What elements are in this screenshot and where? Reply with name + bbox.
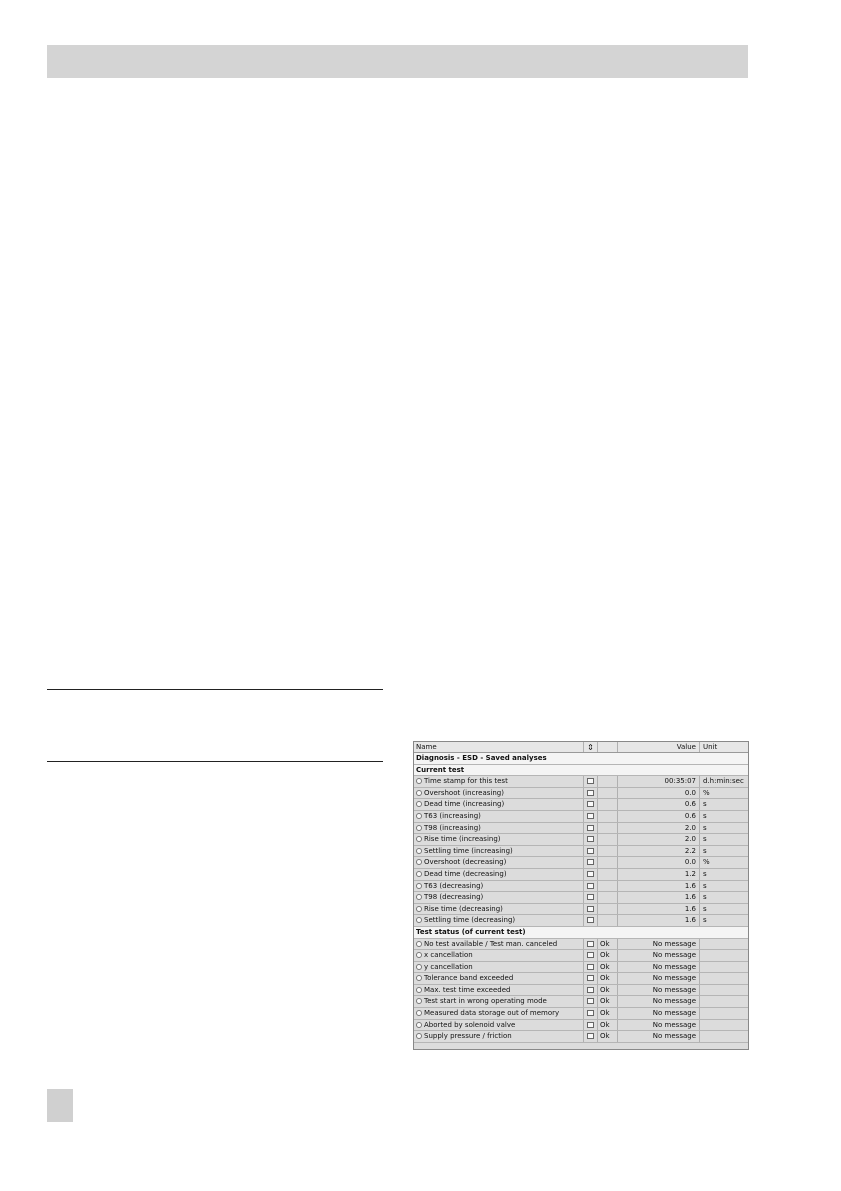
row-name-cell	[414, 939, 584, 950]
parameter-icon	[416, 998, 422, 1004]
row-value: No message	[618, 1020, 700, 1031]
row-unit: s	[703, 904, 707, 913]
row-flag-cell[interactable]	[584, 985, 598, 996]
row-status	[598, 811, 618, 822]
table-row[interactable]	[414, 857, 748, 869]
parameter-icon	[416, 883, 422, 889]
row-unit: s	[703, 846, 707, 855]
row-value: No message	[618, 973, 700, 984]
divider-bottom	[47, 761, 383, 762]
row-unit: s	[703, 893, 707, 902]
table-row[interactable]	[414, 869, 748, 881]
row-name: Aborted by solenoid valve	[424, 1020, 516, 1029]
row-status: Ok	[598, 950, 618, 961]
table-row[interactable]	[414, 1020, 748, 1032]
row-name-cell	[414, 904, 584, 915]
row-status: Ok	[598, 973, 618, 984]
row-flag-cell[interactable]	[584, 834, 598, 845]
checkbox-icon[interactable]	[587, 813, 594, 819]
row-flag-cell[interactable]	[584, 776, 598, 787]
column-header-value[interactable]: Value	[618, 742, 700, 752]
row-name: Time stamp for this test	[424, 777, 508, 786]
parameter-icon	[416, 836, 422, 842]
table-row[interactable]	[414, 1031, 748, 1043]
row-unit	[700, 1008, 748, 1019]
row-flag-cell[interactable]	[584, 1008, 598, 1019]
row-status: Ok	[598, 985, 618, 996]
parameter-icon	[416, 964, 422, 970]
parameter-icon	[416, 848, 422, 854]
parameter-icon	[416, 941, 422, 947]
row-flag-cell[interactable]	[584, 799, 598, 810]
row-name: T63 (decreasing)	[424, 881, 484, 890]
checkbox-icon[interactable]	[587, 790, 594, 796]
row-flag-cell[interactable]	[584, 962, 598, 973]
row-unit: s	[703, 800, 707, 809]
row-value: 0.0	[618, 857, 700, 868]
checkbox-icon[interactable]	[587, 941, 594, 947]
row-value: 1.6	[618, 892, 700, 903]
checkbox-icon[interactable]	[587, 964, 594, 970]
table-row[interactable]	[414, 834, 748, 846]
parameter-icon	[416, 917, 422, 923]
checkbox-icon[interactable]	[587, 987, 594, 993]
row-name: Overshoot (increasing)	[424, 788, 504, 797]
table-row[interactable]	[414, 799, 748, 811]
section-test-status: Test status (of current test)	[414, 927, 748, 939]
parameter-icon	[416, 952, 422, 958]
row-name-cell	[414, 799, 584, 810]
parameter-icon	[416, 871, 422, 877]
row-status	[598, 846, 618, 857]
checkbox-icon[interactable]	[587, 859, 594, 865]
row-flag-cell[interactable]	[584, 950, 598, 961]
row-status	[598, 904, 618, 915]
checkbox-icon[interactable]	[587, 1022, 594, 1028]
row-status: Ok	[598, 1008, 618, 1019]
row-flag-cell[interactable]	[584, 1020, 598, 1031]
checkbox-icon[interactable]	[587, 1033, 594, 1039]
checkbox-icon[interactable]	[587, 952, 594, 958]
row-value: 1.6	[618, 904, 700, 915]
table-row[interactable]	[414, 1008, 748, 1020]
row-name-cell	[414, 881, 584, 892]
row-unit: s	[703, 823, 707, 832]
row-unit: d.h:min:sec	[703, 777, 744, 786]
row-flag-cell[interactable]	[584, 857, 598, 868]
row-flag-cell[interactable]	[584, 823, 598, 834]
row-flag-cell[interactable]	[584, 869, 598, 880]
row-status	[598, 823, 618, 834]
row-status	[598, 915, 618, 926]
checkbox-icon[interactable]	[587, 836, 594, 842]
row-value: 1.2	[618, 869, 700, 880]
row-name-cell	[414, 996, 584, 1007]
row-value: 2.0	[618, 823, 700, 834]
row-name-cell	[414, 950, 584, 961]
checkbox-icon[interactable]	[587, 917, 594, 923]
row-status	[598, 788, 618, 799]
row-unit: s	[703, 881, 707, 890]
row-name-cell	[414, 973, 584, 984]
row-status	[598, 776, 618, 787]
table-row[interactable]	[414, 846, 748, 858]
row-name: No test available / Test man. canceled	[424, 939, 558, 948]
row-unit: s	[703, 835, 707, 844]
row-name-cell	[414, 823, 584, 834]
row-name-cell	[414, 1008, 584, 1019]
row-value: 2.0	[618, 834, 700, 845]
table-row[interactable]	[414, 811, 748, 823]
row-unit	[700, 1020, 748, 1031]
row-unit	[700, 939, 748, 950]
table-row[interactable]	[414, 939, 748, 951]
table-row[interactable]	[414, 973, 748, 985]
row-value: No message	[618, 985, 700, 996]
row-status	[598, 892, 618, 903]
row-name: T63 (increasing)	[424, 811, 481, 820]
row-flag-cell[interactable]	[584, 939, 598, 950]
row-name: Dead time (decreasing)	[424, 869, 507, 878]
row-name: T98 (decreasing)	[424, 893, 484, 902]
row-status	[598, 857, 618, 868]
parameter-icon	[416, 975, 422, 981]
checkbox-icon[interactable]	[587, 801, 594, 807]
row-value: No message	[618, 939, 700, 950]
row-value: No message	[618, 1008, 700, 1019]
parameter-icon	[416, 813, 422, 819]
row-unit: s	[703, 916, 707, 925]
parameter-icon	[416, 1022, 422, 1028]
row-flag-cell[interactable]	[584, 811, 598, 822]
table-row[interactable]	[414, 823, 748, 835]
row-unit	[700, 973, 748, 984]
parameter-icon	[416, 894, 422, 900]
row-name-cell	[414, 962, 584, 973]
checkbox-icon[interactable]	[587, 871, 594, 877]
row-status: Ok	[598, 1031, 618, 1042]
row-name-cell	[414, 1031, 584, 1042]
row-name: Rise time (increasing)	[424, 835, 501, 844]
row-name-cell	[414, 985, 584, 996]
table-row[interactable]	[414, 915, 748, 927]
row-name: Settling time (increasing)	[424, 846, 513, 855]
checkbox-icon[interactable]	[587, 778, 594, 784]
title-row: Diagnosis - ESD - Saved analyses	[414, 753, 748, 765]
row-name-cell	[414, 857, 584, 868]
row-flag-cell[interactable]	[584, 846, 598, 857]
checkbox-icon[interactable]	[587, 1010, 594, 1016]
parameter-icon	[416, 1033, 422, 1039]
row-status	[598, 881, 618, 892]
parameter-icon	[416, 801, 422, 807]
table-row[interactable]	[414, 892, 748, 904]
column-header-blank[interactable]	[598, 742, 618, 752]
row-unit	[700, 1031, 748, 1042]
row-value: 1.6	[618, 915, 700, 926]
row-unit	[700, 985, 748, 996]
table-row[interactable]	[414, 904, 748, 916]
row-status	[598, 834, 618, 845]
table-row[interactable]	[414, 776, 748, 788]
checkbox-icon[interactable]	[587, 825, 594, 831]
row-value: No message	[618, 1031, 700, 1042]
checkbox-icon[interactable]	[587, 975, 594, 981]
row-value: 00:35:07	[618, 776, 700, 787]
row-name: y cancellation	[424, 962, 473, 971]
row-unit: %	[703, 788, 710, 797]
row-flag-cell[interactable]	[584, 973, 598, 984]
row-name: Overshoot (decreasing)	[424, 858, 507, 867]
row-name-cell	[414, 846, 584, 857]
row-status: Ok	[598, 1020, 618, 1031]
row-unit	[700, 996, 748, 1007]
row-name-cell	[414, 1020, 584, 1031]
header-bar	[47, 45, 748, 78]
row-name: Dead time (increasing)	[424, 800, 505, 809]
parameter-icon	[416, 1010, 422, 1016]
row-flag-cell[interactable]	[584, 881, 598, 892]
row-name-cell	[414, 811, 584, 822]
row-value: No message	[618, 950, 700, 961]
table-row[interactable]	[414, 985, 748, 997]
parameter-icon	[416, 778, 422, 784]
row-value: 2.2	[618, 846, 700, 857]
page-marker	[47, 1089, 73, 1122]
checkbox-icon[interactable]	[587, 848, 594, 854]
row-flag-cell[interactable]	[584, 996, 598, 1007]
section-current-test: Current test	[414, 765, 748, 777]
row-status: Ok	[598, 962, 618, 973]
parameter-icon	[416, 790, 422, 796]
row-status: Ok	[598, 939, 618, 950]
row-flag-cell[interactable]	[584, 1031, 598, 1042]
row-name-cell	[414, 892, 584, 903]
row-unit	[700, 962, 748, 973]
diagnosis-table	[413, 741, 749, 1050]
parameter-icon	[416, 987, 422, 993]
checkbox-icon[interactable]	[587, 883, 594, 889]
row-flag-cell[interactable]	[584, 915, 598, 926]
row-name-cell	[414, 788, 584, 799]
checkbox-icon[interactable]	[587, 998, 594, 1004]
row-flag-cell[interactable]	[584, 904, 598, 915]
row-name: Tolerance band exceeded	[424, 974, 514, 983]
column-header-unit[interactable]: Unit	[703, 743, 718, 751]
row-value: No message	[618, 996, 700, 1007]
row-name: Settling time (decreasing)	[424, 916, 516, 925]
checkbox-icon[interactable]	[587, 894, 594, 900]
row-flag-cell[interactable]	[584, 892, 598, 903]
parameter-icon	[416, 825, 422, 831]
row-name-cell	[414, 776, 584, 787]
column-header-name[interactable]: Name	[414, 742, 584, 752]
table-row[interactable]	[414, 950, 748, 962]
row-value: 0.0	[618, 788, 700, 799]
row-unit: s	[703, 869, 707, 878]
row-name: Rise time (decreasing)	[424, 904, 503, 913]
row-name-cell	[414, 834, 584, 845]
table-row[interactable]	[414, 996, 748, 1008]
row-name: Test start in wrong operating mode	[424, 997, 547, 1006]
table-row[interactable]	[414, 962, 748, 974]
row-status	[598, 799, 618, 810]
row-value: No message	[618, 962, 700, 973]
row-value: 0.6	[618, 799, 700, 810]
table-row[interactable]	[414, 881, 748, 893]
parameter-icon	[416, 906, 422, 912]
row-unit: s	[703, 811, 707, 820]
row-name-cell	[414, 869, 584, 880]
table-row[interactable]	[414, 788, 748, 800]
row-name: T98 (increasing)	[424, 823, 481, 832]
row-status: Ok	[598, 996, 618, 1007]
row-name: Max. test time exceeded	[424, 985, 511, 994]
checkbox-icon[interactable]	[587, 906, 594, 912]
divider-top	[47, 689, 383, 690]
row-name-cell	[414, 915, 584, 926]
row-status	[598, 869, 618, 880]
row-flag-cell[interactable]	[584, 788, 598, 799]
row-name: x cancellation	[424, 951, 473, 960]
row-name: Measured data storage out of memory	[424, 1009, 560, 1018]
row-unit: %	[703, 858, 710, 867]
sort-icon[interactable]: ⇕	[584, 742, 598, 752]
row-name: Supply pressure / friction	[424, 1032, 512, 1041]
row-unit	[700, 950, 748, 961]
row-value: 0.6	[618, 811, 700, 822]
row-value: 1.6	[618, 881, 700, 892]
table-header	[414, 742, 748, 753]
parameter-icon	[416, 859, 422, 865]
